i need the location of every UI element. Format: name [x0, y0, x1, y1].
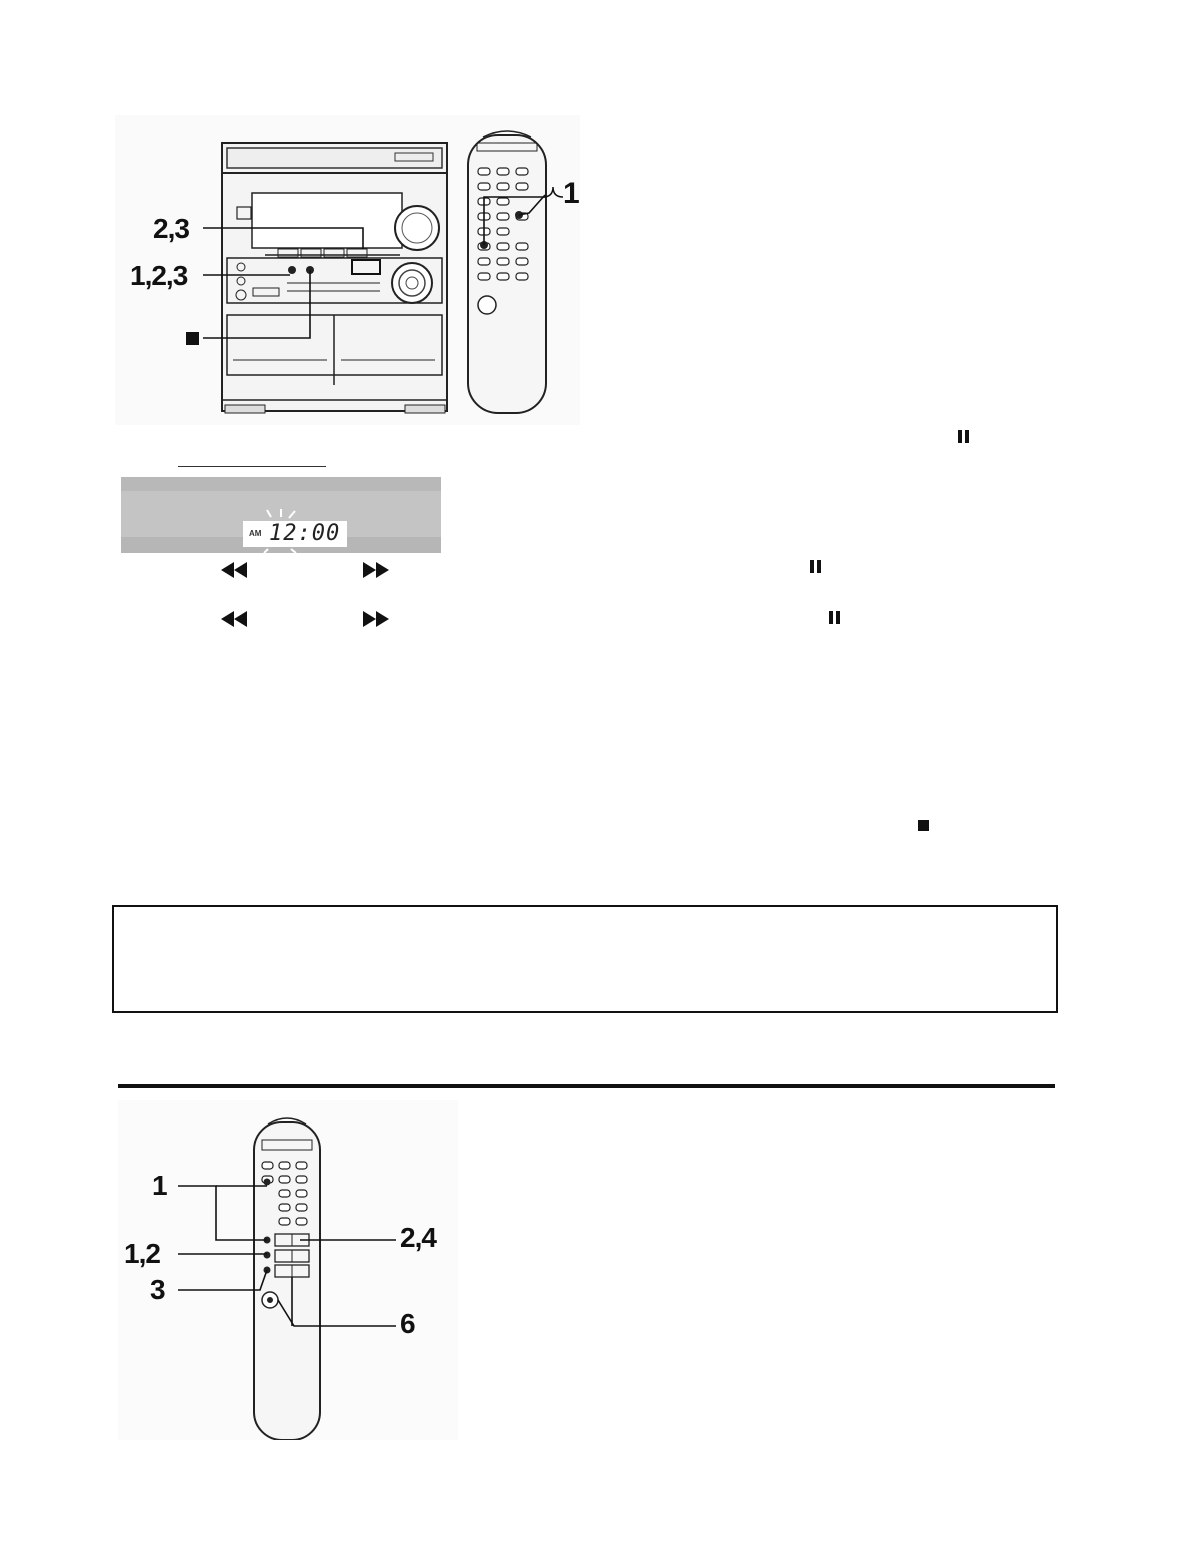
display-panel	[121, 477, 441, 553]
callout-2-4: 2,4	[400, 1222, 436, 1253]
callout-3: 3	[150, 1274, 165, 1305]
display-heading-rule	[178, 466, 326, 467]
rewind-icon	[221, 611, 247, 627]
callout-1-2: 1,2	[124, 1238, 160, 1269]
pause-icon	[829, 611, 840, 624]
callout-1-2-3: 1,2,3	[130, 260, 188, 291]
callout-1: 1	[152, 1170, 167, 1201]
note-box	[112, 905, 1058, 1013]
callout-6: 6	[400, 1308, 415, 1339]
rewind-icon	[221, 562, 247, 578]
pause-icon	[958, 430, 969, 443]
fast-forward-icon	[363, 611, 389, 627]
section-divider	[118, 1084, 1055, 1088]
remote-illustration	[118, 1100, 458, 1440]
figure-remote	[118, 1100, 458, 1440]
callout-1: 1	[563, 177, 579, 210]
fast-forward-icon	[363, 562, 389, 578]
pause-icon	[810, 560, 821, 573]
stop-icon	[186, 332, 199, 345]
display-clock-digits: 12:00	[269, 521, 341, 546]
stop-icon	[918, 820, 929, 831]
callout-2-3: 2,3	[153, 213, 189, 244]
display-indicator: AM	[249, 529, 262, 538]
figure-stereo-and-remote	[115, 115, 580, 425]
